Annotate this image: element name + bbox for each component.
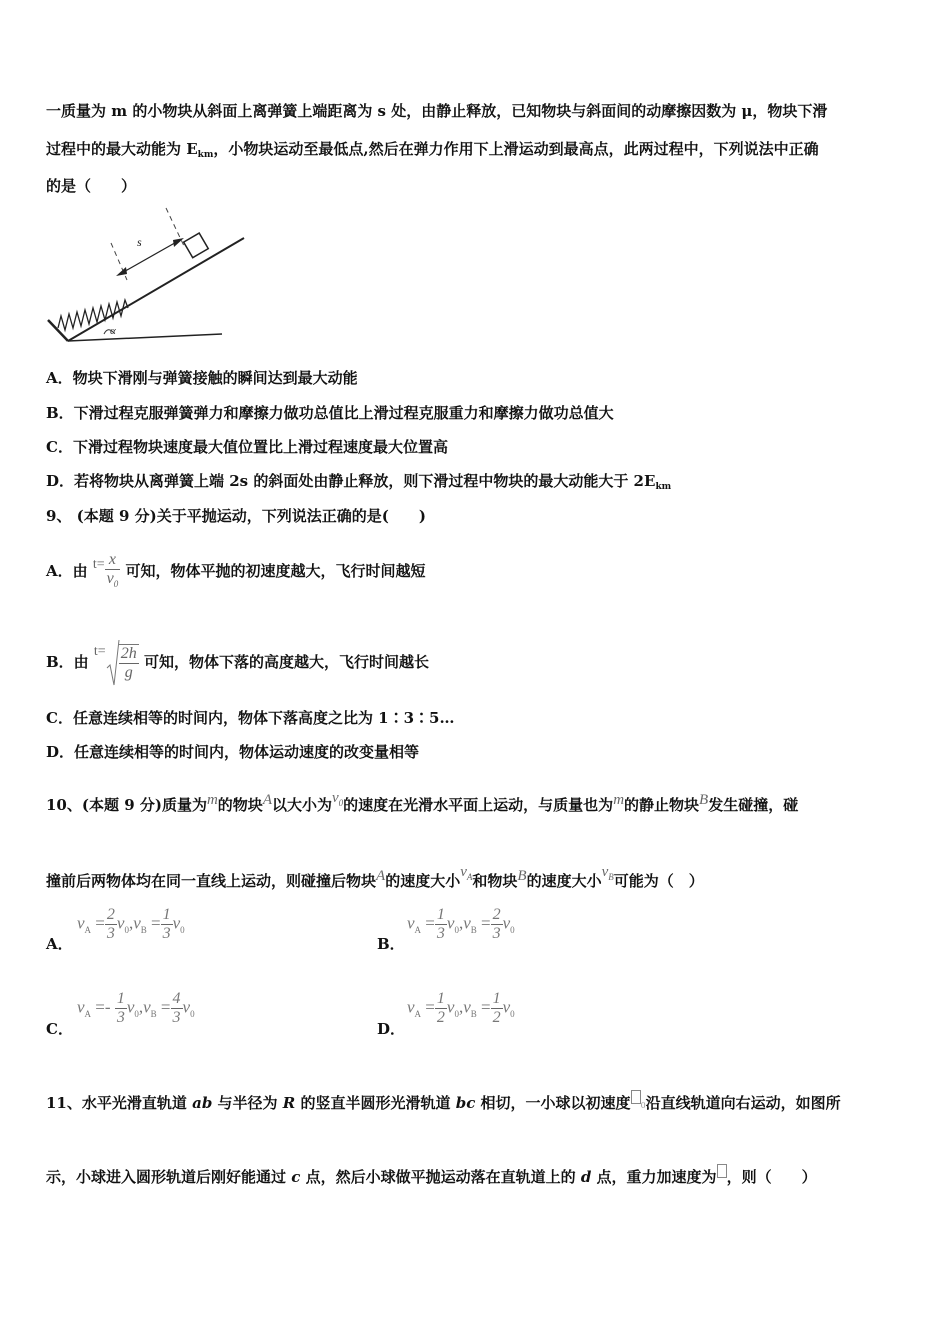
q8-option-c[interactable]: C．下滑过程物块速度最大值位置比上滑过程速度最大位置高 bbox=[46, 438, 448, 456]
q11-stem-line1: 11、水平光滑直轨道 ab 与半径为 R 的竖直半圆形光滑轨道 bc 相切，一小球以初速度 0沿直线轨道向右运动，如图所 bbox=[46, 1090, 841, 1116]
q8-stem-line1: 一质量为 m 的小物块从斜面上离弹簧上端距离为 s 处，由静止释放，已知物块与斜面间的动摩擦因数为 μ，物块下滑 bbox=[46, 102, 828, 120]
q10-option-b-formula[interactable]: $v_A$ = $\frac{1}{3}$ $v_0,v_B$ = $\frac{2}{3}$ $v_0$ bbox=[407, 906, 515, 942]
s-label: s bbox=[137, 235, 142, 249]
q8-option-a[interactable]: A．物块下滑刚与弹簧接触的瞬间达到最大动能 bbox=[46, 369, 358, 387]
q9-stem: 9、 (本题 9 分)关于平抛运动，下列说法正确的是( ) bbox=[46, 507, 426, 525]
angle-label: α bbox=[110, 325, 116, 337]
q10-option-d-label[interactable]: D． bbox=[377, 1020, 406, 1038]
q10-option-c-formula[interactable]: $v_A$ =- $\frac{1}{3}$ $v_0,v_B$ = $\frac{4}{3}$ $v_0$ bbox=[77, 990, 195, 1026]
missing-symbol-v0 bbox=[631, 1090, 641, 1104]
q10-option-d-formula[interactable]: $v_A$ = $\frac{1}{2}$ $v_0,v_B$ = $\frac{1}{2}$ $v_0$ bbox=[407, 990, 515, 1026]
ground-line bbox=[68, 334, 222, 341]
q10-option-a-label[interactable]: A． bbox=[46, 935, 73, 953]
block bbox=[184, 233, 209, 258]
q9-b-fraction: $\frac{2h}{g}$ bbox=[120, 645, 137, 681]
q9-option-c[interactable]: C．任意连续相等的时间内，物体下落高度之比为 1∶3∶5… bbox=[46, 709, 455, 727]
sqrt-symbol bbox=[106, 638, 120, 688]
q10-stem-line1: 10、(本题 9 分)质量为m的物块A以大小为$v_0$的速度在光滑水平面上运动，与质量也为m的静止物块B发生碰撞，碰 bbox=[46, 790, 799, 814]
missing-symbol-g bbox=[717, 1164, 727, 1178]
q10-option-b-label[interactable]: B． bbox=[377, 935, 405, 953]
q9-option-a[interactable]: A．由 t= $\frac{x}{v_0}$ 可知，物体平抛的初速度越大，飞行时间越短 bbox=[46, 543, 426, 593]
q10-option-c-label[interactable]: C． bbox=[46, 1020, 73, 1038]
s-arrow-line bbox=[120, 240, 180, 274]
q9-option-b[interactable]: B．由 t= $\frac{2h}{g}$ 可知，物体下落的高度越大，飞行时间越长 bbox=[46, 624, 429, 690]
q10-option-a-formula[interactable]: $v_A$ = $\frac{2}{3}$ $v_0,v_B$ = $\frac{1}{3}$ $v_0$ bbox=[77, 906, 185, 942]
q8-option-b[interactable]: B．下滑过程克服弹簧弹力和摩擦力做功总值比上滑过程克服重力和摩擦力做功总值大 bbox=[46, 404, 614, 422]
q8-stem-line2: 过程中的最大动能为 $E_{km}$，小物块运动至最低点,然后在弹力作用下上滑运动到最高点，此两过程中，下列说法中正确 bbox=[46, 140, 819, 160]
q9-option-d[interactable]: D．任意连续相等的时间内，物体运动速度的改变量相等 bbox=[46, 743, 420, 761]
q11-stem-line2: 示，小球进入圆形轨道后刚好能通过 c 点，然后小球做平抛运动落在直轨道上的 d 点，重力加速度为 ，则（ ） bbox=[46, 1164, 817, 1187]
q8-stem-line3: 的是（ ） bbox=[46, 177, 137, 195]
q8-option-d[interactable]: D．若将物块从离弹簧上端 2s 的斜面处由静止释放，则下滑过程中物块的最大动能大于 $2E_{km}$ bbox=[46, 472, 672, 492]
q10-stem-line2: 撞前后两物体均在同一直线上运动，则碰撞后物块A的速度大小$v_A$和物块B的速度大小$v_B$可能为（ ） bbox=[46, 864, 704, 890]
q9-a-fraction: $\frac{x}{v_0}$ bbox=[105, 551, 121, 593]
incline-spring-figure bbox=[44, 204, 249, 346]
